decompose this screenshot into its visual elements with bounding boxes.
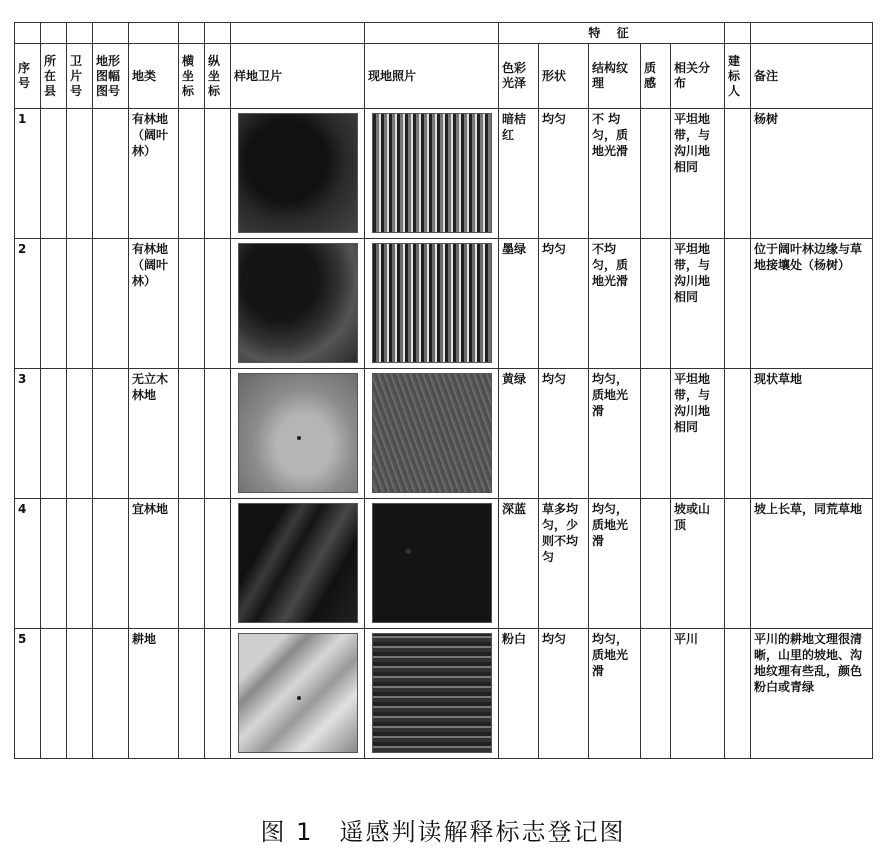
header-cell: 卫片号 (67, 44, 93, 109)
cell-texture: 不均匀，质地光滑 (589, 239, 641, 369)
cell-texture: 均匀，质地光滑 (589, 369, 641, 499)
cell-remark: 坡上长草，同荒草地 (751, 499, 873, 629)
cell-author (725, 239, 751, 369)
field-photo-cell (365, 239, 499, 369)
cell-remark: 现状草地 (751, 369, 873, 499)
table-row (15, 499, 873, 629)
cell-texture: 均匀，质地光滑 (589, 499, 641, 629)
field-photo-cell (365, 629, 499, 759)
cell-land-type: 有林地（阔叶林） (129, 239, 179, 369)
cell-y (205, 499, 231, 629)
feature-group-header: 特 征 (499, 23, 725, 44)
field-photo (372, 243, 492, 363)
header-cell: 现地照片 (365, 44, 499, 109)
cell-shape: 均匀 (539, 239, 589, 369)
table-row (15, 369, 873, 499)
cell-distribution: 平川 (671, 629, 725, 759)
cell-no: 5 (15, 629, 41, 759)
header-cell: 建标人 (725, 44, 751, 109)
cell-map-no (93, 629, 129, 759)
cell-texture: 均匀，质地光滑 (589, 629, 641, 759)
header-cell: 地类 (129, 44, 179, 109)
cell-y (205, 239, 231, 369)
cell-distribution: 坡或山顶 (671, 499, 725, 629)
field-photo (372, 113, 492, 233)
cell-map-no (93, 239, 129, 369)
cell-land-type: 有林地（阔叶林） (129, 109, 179, 239)
cell-feel (641, 369, 671, 499)
cell-land-type: 宜林地 (129, 499, 179, 629)
figure-caption: 图 1 遥感判读解释标志登记图 (260, 818, 626, 846)
cell-author (725, 499, 751, 629)
cell-x (179, 629, 205, 759)
cell-sat-no (67, 499, 93, 629)
header-row-group (15, 23, 873, 44)
cell-y (205, 369, 231, 499)
header-cell: 相关分布 (671, 44, 725, 109)
cell-x (179, 369, 205, 499)
satellite-image-cell (231, 369, 365, 499)
cell-map-no (93, 499, 129, 629)
cell-x (179, 499, 205, 629)
satellite-image-cell (231, 109, 365, 239)
header-cell: 横坐标 (179, 44, 205, 109)
field-photo (372, 503, 492, 623)
cell-remark: 平川的耕地文理很清晰，山里的坡地、沟地纹理有些乱，颜色粉白或青绿 (751, 629, 873, 759)
header-cell: 结构纹理 (589, 44, 641, 109)
cell-land-type: 耕地 (129, 629, 179, 759)
field-photo (372, 633, 492, 753)
satellite-thumbnail (238, 113, 358, 233)
field-photo-cell (365, 109, 499, 239)
table-row (15, 239, 873, 369)
cell-county (41, 239, 67, 369)
table-row (15, 109, 873, 239)
cell-county (41, 629, 67, 759)
cell-color: 深蓝 (499, 499, 539, 629)
cell-sat-no (67, 109, 93, 239)
cell-no: 3 (15, 369, 41, 499)
satellite-thumbnail (238, 243, 358, 363)
cell-shape: 草多均匀，少则不均匀 (539, 499, 589, 629)
cell-y (205, 109, 231, 239)
cell-color: 黄绿 (499, 369, 539, 499)
cell-distribution: 平坦地带，与沟川地相同 (671, 239, 725, 369)
cell-author (725, 629, 751, 759)
header-cell: 形状 (539, 44, 589, 109)
cell-color: 暗桔红 (499, 109, 539, 239)
satellite-image-cell (231, 629, 365, 759)
field-photo-cell (365, 369, 499, 499)
cell-feel (641, 629, 671, 759)
cell-remark: 杨树 (751, 109, 873, 239)
cell-x (179, 109, 205, 239)
cell-author (725, 369, 751, 499)
cell-map-no (93, 109, 129, 239)
cell-x (179, 239, 205, 369)
header-cell: 所在县 (41, 44, 67, 109)
cell-feel (641, 239, 671, 369)
cell-texture: 不 均匀，质地光滑 (589, 109, 641, 239)
cell-sat-no (67, 629, 93, 759)
satellite-thumbnail (238, 633, 358, 753)
cell-feel (641, 499, 671, 629)
cell-distribution: 平坦地带，与沟川地相同 (671, 369, 725, 499)
cell-sat-no (67, 369, 93, 499)
cell-county (41, 109, 67, 239)
cell-shape: 均匀 (539, 629, 589, 759)
cell-sat-no (67, 239, 93, 369)
cell-map-no (93, 369, 129, 499)
cell-color: 粉白 (499, 629, 539, 759)
header-cell: 备注 (751, 44, 873, 109)
satellite-thumbnail (238, 373, 358, 493)
register-table (14, 22, 873, 759)
header-cell: 色彩光泽 (499, 44, 539, 109)
cell-county (41, 499, 67, 629)
cell-author (725, 109, 751, 239)
cell-county (41, 369, 67, 499)
satellite-image-cell (231, 499, 365, 629)
satellite-image-cell (231, 239, 365, 369)
satellite-thumbnail (238, 503, 358, 623)
cell-color: 墨绿 (499, 239, 539, 369)
cell-shape: 均匀 (539, 369, 589, 499)
field-photo (372, 373, 492, 493)
field-photo-cell (365, 499, 499, 629)
table-body (15, 109, 873, 759)
header-cell: 纵坐标 (205, 44, 231, 109)
header-cell: 序号 (15, 44, 41, 109)
cell-no: 4 (15, 499, 41, 629)
header-cell: 质感 (641, 44, 671, 109)
table-row (15, 629, 873, 759)
cell-no: 2 (15, 239, 41, 369)
register-table-sheet (14, 22, 872, 792)
cell-no: 1 (15, 109, 41, 239)
header-cell: 地形图幅图号 (93, 44, 129, 109)
cell-feel (641, 109, 671, 239)
cell-remark: 位于阔叶林边缘与草地接壤处（杨树） (751, 239, 873, 369)
cell-distribution: 平坦地带，与沟川地相同 (671, 109, 725, 239)
header-cell: 样地卫片 (231, 44, 365, 109)
cell-land-type: 无立木林地 (129, 369, 179, 499)
header-row (15, 44, 873, 109)
cell-y (205, 629, 231, 759)
cell-shape: 均匀 (539, 109, 589, 239)
